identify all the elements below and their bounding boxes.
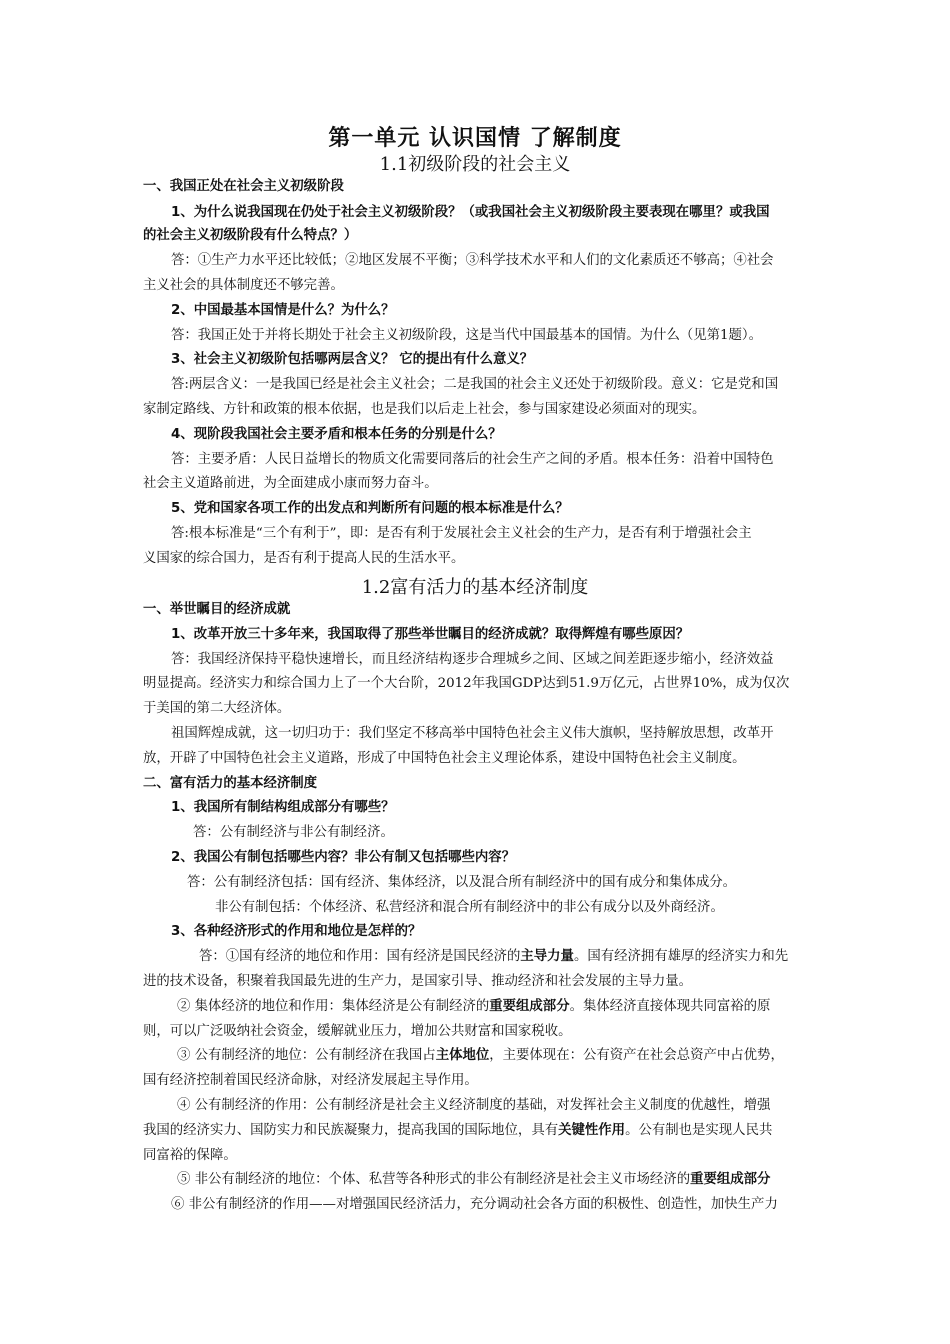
answer: 答：①国有经济的地位和作用：国有经济是国民经济的主导力量。国有经济拥有雄厚的经济实力和先 — [199, 949, 789, 964]
answer: 家制定路线、方针和政策的根本依据，也是我们以后走上社会，参与国家建设必须面对的现实。 — [143, 402, 706, 417]
answer: 社会主义道路前进，为全面建成小康而努力奋斗。 — [143, 476, 438, 491]
question: 1、为什么说我国现在仍处于社会主义初级阶段？（或我国社会主义初级阶段主要表现在哪里？或我国 — [171, 205, 770, 220]
answer: 非公有制包括：个体经济、私营经济和混合所有制经济中的非公有成分以及外商经济。 — [215, 900, 724, 915]
answer: 国有经济控制着国民经济命脉，对经济发展起主导作用。 — [143, 1073, 478, 1088]
question: 3、社会主义初级阶包括哪两层含义？ 它的提出有什么意义？ — [171, 352, 534, 367]
answer: 答：①生产力水平还比较低；②地区发展不平衡；③科学技术水平和人们的文化素质还不够高；④社会 — [171, 253, 774, 268]
emphasis: 重要组成部分 — [690, 1172, 771, 1187]
answer: 进的技术设备，积聚着我国最先进的生产力，是国家引导、推动经济和社会发展的主导力量。 — [143, 974, 693, 989]
answer: ② 集体经济的地位和作用：集体经济是公有制经济的重要组成部分。集体经济直接体现共同富裕的原 — [177, 999, 771, 1014]
answer: 放，开辟了中国特色社会主义道路，形成了中国特色社会主义理论体系，建设中国特色社会主义制度。 — [143, 751, 746, 766]
question: 2、中国最基本国情是什么？为什么？ — [171, 303, 395, 318]
answer: 答:两层含义：一是我国已经是社会主义社会；二是我国的社会主义还处于初级阶段。意义：它是党和国 — [171, 377, 779, 392]
answer: 答:根本标准是“三个有利于”，即：是否有利于发展社会主义社会的生产力，是否有利于增强社会主 — [171, 526, 752, 541]
part-heading: 二、富有活力的基本经济制度 — [143, 776, 318, 791]
answer: 于美国的第二大经济体。 — [143, 701, 291, 716]
answer: 义国家的综合国力，是否有利于提高人民的生活水平。 — [143, 551, 465, 566]
question: 4、现阶段我国社会主要矛盾和根本任务的分别是什么？ — [171, 427, 502, 442]
unit-title: 第一单元 认识国情 了解制度 — [328, 126, 622, 151]
answer: 主义社会的具体制度还不够完善。 — [143, 278, 344, 293]
emphasis: 重要组成部分 — [489, 999, 570, 1014]
section-heading-1-2: 1.2富有活力的基本经济制度 — [361, 577, 589, 598]
emphasis: 关键性作用 — [558, 1123, 626, 1138]
question: 5、党和国家各项工作的出发点和判断所有问题的根本标准是什么？ — [171, 501, 569, 516]
answer: 同富裕的保障。 — [143, 1148, 237, 1163]
answer: 答：我国正处于并将长期处于社会主义初级阶段，这是当代中国最基本的国情。为什么（见第1题）。 — [171, 328, 763, 343]
emphasis: 主导力量 — [520, 949, 574, 964]
question: 1、改革开放三十多年来，我国取得了那些举世瞩目的经济成就？取得辉煌有哪些原因？ — [171, 627, 690, 642]
question: 3、各种经济形式的作用和地位是怎样的？ — [171, 924, 422, 939]
question: 1、我国所有制结构组成部分有哪些？ — [171, 800, 395, 815]
answer: 明显提高。经济实力和综合国力上了一个大台阶，2012年我国GDP达到51.9万亿元，占世界10%，成为仅次 — [143, 676, 790, 691]
answer: ⑤ 非公有制经济的地位：个体、私营等各种形式的非公有制经济是社会主义市场经济的重要组成部分 — [177, 1172, 771, 1187]
question: 的社会主义初级阶段有什么特点？） — [143, 228, 358, 243]
answer: ⑥ 非公有制经济的作用——对增强国民经济活力，充分调动社会各方面的积极性、创造性，加快生产力 — [171, 1197, 778, 1212]
answer: 答：公有制经济与非公有制经济。 — [193, 825, 394, 840]
emphasis: 主体地位 — [435, 1048, 490, 1063]
answer: 我国的经济实力、国防实力和民族凝聚力，提高我国的国际地位，具有关键性作用。公有制也是实现人民共 — [143, 1123, 773, 1138]
answer: 则，可以广泛吸纳社会资金，缓解就业压力，增加公共财富和国家税收。 — [143, 1024, 572, 1039]
answer: 答：公有制经济包括：国有经济、集体经济，以及混合所有制经济中的国有成分和集体成分。 — [187, 875, 737, 890]
section-heading-1-1: 1.1初级阶段的社会主义 — [379, 154, 571, 175]
answer: ③ 公有制经济的地位：公有制经济在我国占主体地位，主要体现在：公有资产在社会总资产中占优势， — [177, 1048, 784, 1063]
question: 2、我国公有制包括哪些内容？非公有制又包括哪些内容？ — [171, 850, 516, 865]
answer: 答：我国经济保持平稳快速增长，而且经济结构逐步合理城乡之间、区域之间差距逐步缩小，经济效益 — [171, 652, 774, 667]
part-heading: 一、我国正处在社会主义初级阶段 — [143, 179, 344, 194]
part-heading: 一、举世瞩目的经济成就 — [143, 602, 291, 617]
answer: 祖国辉煌成就，这一切归功于：我们坚定不移高举中国特色社会主义伟大旗帜，坚持解放思想，改革开 — [171, 726, 774, 741]
answer: 答：主要矛盾：人民日益增长的物质文化需要同落后的社会生产之间的矛盾。根本任务：沿着中国特色 — [171, 452, 774, 467]
answer: ④ 公有制经济的作用：公有制经济是社会主义经济制度的基础，对发挥社会主义制度的优越性，增强 — [177, 1098, 771, 1113]
